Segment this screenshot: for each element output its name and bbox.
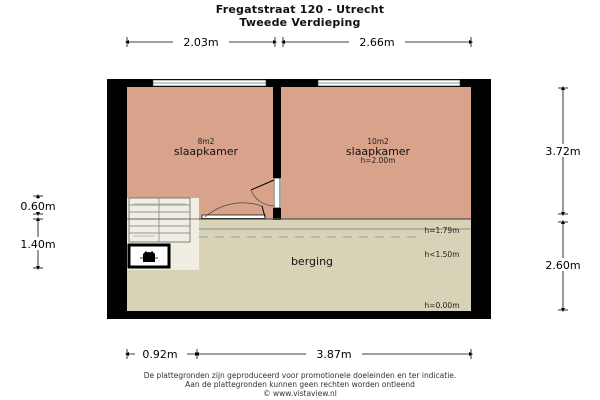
dimension-label-bottom-left: 0.92m	[142, 348, 178, 361]
dimension-label-bottom-right: 3.87m	[316, 348, 352, 361]
dimension-left-lower	[13, 219, 63, 268]
dimension-label-top-left: 2.03m	[183, 36, 219, 49]
room-height-right: h=2.00m	[360, 156, 396, 165]
room-area-left: 8m2	[197, 137, 215, 146]
room-name-left: slaapkamer	[173, 145, 239, 158]
dimension-label-right-upper: 3.72m	[545, 145, 581, 158]
dimension-left-upper	[13, 196, 63, 214]
window-left-bedroom	[153, 80, 266, 86]
window-right-bedroom	[318, 80, 460, 86]
plan-floor-name: Tweede Verdieping	[239, 16, 361, 29]
dimension-top-right	[283, 35, 471, 49]
height-label-1: h=1.79m	[424, 226, 460, 235]
disclaimer-line-2: Aan de plattegronden kunnen geen rechten worden ontleend	[185, 380, 415, 389]
dimension-label-top-right: 2.66m	[359, 36, 395, 49]
dimension-label-left-lower: 1.40m	[20, 238, 56, 251]
room-area-right: 10m2	[367, 137, 389, 146]
copyright-link[interactable]: © www.vistaview.nl	[263, 389, 337, 398]
dimension-top-left	[127, 35, 275, 49]
wall-partition-upper	[273, 87, 281, 178]
dimension-right-lower	[536, 222, 590, 310]
disclaimer-line-1: De plattegronden zijn geproduceerd voor promotionele doeleinden en ter indicatie.	[143, 371, 457, 380]
dimension-bottom-left	[127, 347, 197, 361]
room-name-storage: berging	[290, 255, 334, 268]
wall-west	[107, 79, 127, 319]
height-label-3: h=0.00m	[424, 301, 460, 310]
dimension-right-upper	[536, 88, 590, 214]
room-name-right: slaapkamer	[345, 145, 411, 158]
wall-south	[107, 311, 491, 319]
dimension-label-right-lower: 2.60m	[545, 259, 581, 272]
wall-partition-lower	[273, 208, 281, 220]
dimension-label-left-upper: 0.60m	[20, 200, 56, 213]
dimension-bottom-right	[197, 347, 471, 361]
plan-address: Fregatstraat 120 - Utrecht	[215, 3, 385, 16]
wall-east	[471, 79, 491, 319]
height-label-2: h<1.50m	[424, 250, 460, 259]
